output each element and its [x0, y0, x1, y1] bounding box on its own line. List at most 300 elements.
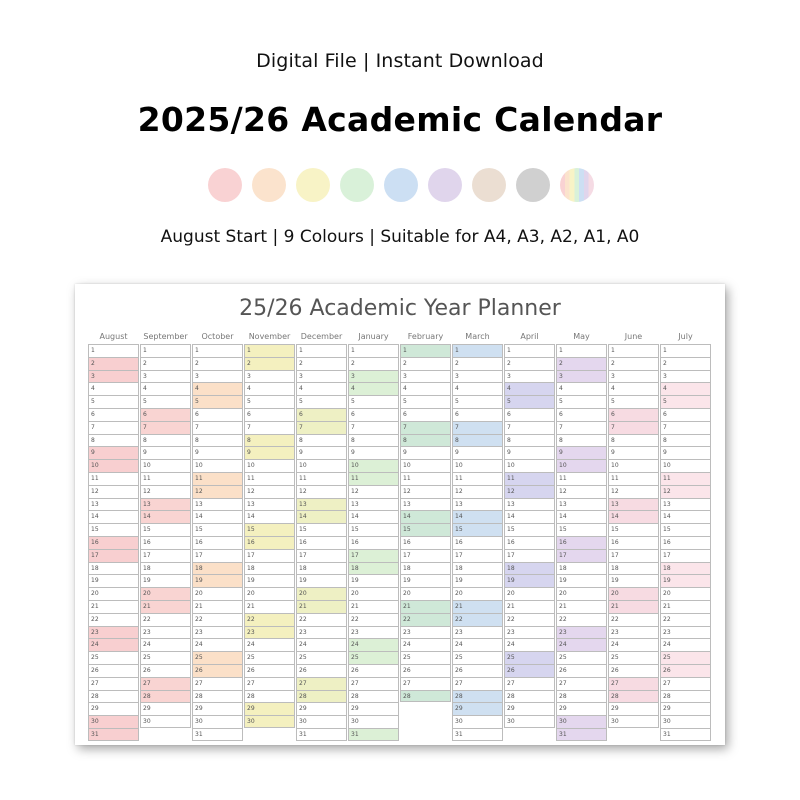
month-column: [452, 344, 503, 741]
day-cell: 25: [244, 651, 295, 664]
day-cell: 10: [140, 459, 191, 472]
day-cell: 15: [504, 523, 555, 536]
day-cell: 1: [140, 344, 191, 357]
day-cell: 9: [452, 446, 503, 459]
day-cell: 29: [556, 702, 607, 715]
day-cell: 14: [452, 510, 503, 523]
month-column: [348, 344, 399, 741]
day-cell: 8: [88, 434, 139, 447]
day-cell: 10: [400, 459, 451, 472]
day-cell: 28: [660, 690, 711, 703]
day-cell: 10: [504, 459, 555, 472]
day-cell: 13: [452, 498, 503, 511]
day-cell: 25: [452, 651, 503, 664]
planner-title: 25/26 Academic Year Planner: [239, 296, 561, 321]
day-cell: 4: [88, 382, 139, 395]
month-column: [140, 344, 191, 728]
day-cell: 19: [556, 574, 607, 587]
day-cell: 18: [400, 562, 451, 575]
day-cell: 15: [88, 523, 139, 536]
day-cell: 13: [400, 498, 451, 511]
day-cell: 14: [608, 510, 659, 523]
day-cell: 22: [504, 613, 555, 626]
day-cell: 26: [140, 664, 191, 677]
day-cell: 3: [660, 370, 711, 383]
day-cell: 25: [504, 651, 555, 664]
day-cell: 17: [296, 549, 347, 562]
day-cell: 25: [192, 651, 243, 664]
day-cell: 28: [88, 690, 139, 703]
day-cell: 30: [608, 715, 659, 728]
day-cell: 22: [556, 613, 607, 626]
day-cell: 5: [400, 395, 451, 408]
day-cell: 25: [296, 651, 347, 664]
month-header: June: [624, 332, 643, 341]
day-cell: 12: [88, 485, 139, 498]
day-cell: 11: [192, 472, 243, 485]
day-cell: 20: [192, 587, 243, 600]
day-cell: 19: [504, 574, 555, 587]
day-cell: 2: [140, 357, 191, 370]
day-cell: 26: [296, 664, 347, 677]
day-cell: 6: [88, 408, 139, 421]
day-cell: 3: [452, 370, 503, 383]
month-header: February: [407, 332, 444, 341]
day-cell: 17: [400, 549, 451, 562]
day-cell: 12: [244, 485, 295, 498]
month-header: December: [300, 332, 343, 341]
day-cell: 19: [660, 574, 711, 587]
day-cell: 15: [660, 523, 711, 536]
day-cell: 21: [556, 600, 607, 613]
day-cell: 15: [348, 523, 399, 536]
day-cell: 8: [140, 434, 191, 447]
day-cell: 6: [400, 408, 451, 421]
day-cell: 3: [244, 370, 295, 383]
day-cell: 16: [452, 536, 503, 549]
colour-swatch: [384, 168, 418, 202]
day-cell: 3: [192, 370, 243, 383]
day-cell: 8: [192, 434, 243, 447]
day-cell: 24: [296, 638, 347, 651]
day-cell: 1: [192, 344, 243, 357]
product-title: 2025/26 Academic Calendar: [137, 100, 663, 139]
day-cell: 7: [660, 421, 711, 434]
day-cell: 13: [192, 498, 243, 511]
day-cell: 4: [400, 382, 451, 395]
day-cell: 5: [88, 395, 139, 408]
day-cell: 31: [556, 728, 607, 741]
day-cell: 24: [400, 638, 451, 651]
day-cell: 10: [452, 459, 503, 472]
colour-swatch: [208, 168, 242, 202]
day-cell: 24: [348, 638, 399, 651]
day-cell: 30: [452, 715, 503, 728]
day-cell: 27: [660, 677, 711, 690]
day-cell: 22: [452, 613, 503, 626]
day-cell: 19: [88, 574, 139, 587]
day-cell: 21: [452, 600, 503, 613]
day-cell: 11: [660, 472, 711, 485]
day-cell: 26: [556, 664, 607, 677]
day-cell: 15: [192, 523, 243, 536]
day-cell: 2: [296, 357, 347, 370]
day-cell: 7: [140, 421, 191, 434]
day-cell: 23: [88, 626, 139, 639]
day-cell: 15: [608, 523, 659, 536]
day-cell: 1: [608, 344, 659, 357]
day-cell: 15: [556, 523, 607, 536]
day-cell: 29: [296, 702, 347, 715]
day-cell: 4: [452, 382, 503, 395]
day-cell: 25: [88, 651, 139, 664]
colour-swatch: [428, 168, 462, 202]
day-cell: 1: [556, 344, 607, 357]
day-cell: 7: [244, 421, 295, 434]
day-cell: 29: [452, 702, 503, 715]
day-cell: 31: [660, 728, 711, 741]
day-cell: 24: [556, 638, 607, 651]
day-cell: 10: [192, 459, 243, 472]
day-cell: 16: [88, 536, 139, 549]
day-cell: 11: [608, 472, 659, 485]
day-cell: 27: [400, 677, 451, 690]
day-cell: 17: [88, 549, 139, 562]
day-cell: 21: [296, 600, 347, 613]
day-cell: 18: [192, 562, 243, 575]
day-cell: 20: [244, 587, 295, 600]
colour-swatch: [472, 168, 506, 202]
day-cell: 14: [660, 510, 711, 523]
planner-preview: [75, 284, 725, 745]
day-cell: 11: [452, 472, 503, 485]
day-cell: 12: [608, 485, 659, 498]
day-cell: 28: [556, 690, 607, 703]
day-cell: 21: [400, 600, 451, 613]
day-cell: 17: [452, 549, 503, 562]
month-header: November: [248, 332, 291, 341]
day-cell: 26: [660, 664, 711, 677]
day-cell: 18: [88, 562, 139, 575]
day-cell: 2: [504, 357, 555, 370]
day-cell: 12: [296, 485, 347, 498]
day-cell: 21: [660, 600, 711, 613]
product-features: August Start | 9 Colours | Suitable for A4, A3, A2, A1, A0: [160, 227, 640, 247]
day-cell: 19: [140, 574, 191, 587]
day-cell: 3: [556, 370, 607, 383]
day-cell: 13: [296, 498, 347, 511]
month-header: April: [520, 332, 539, 341]
day-cell: 18: [348, 562, 399, 575]
day-cell: 14: [400, 510, 451, 523]
day-cell: 18: [556, 562, 607, 575]
day-cell: 31: [192, 728, 243, 741]
day-cell: 4: [140, 382, 191, 395]
day-cell: 30: [296, 715, 347, 728]
day-cell: 24: [140, 638, 191, 651]
day-cell: 9: [400, 446, 451, 459]
day-cell: 24: [192, 638, 243, 651]
day-cell: 13: [140, 498, 191, 511]
day-cell: 14: [140, 510, 191, 523]
day-cell: 25: [140, 651, 191, 664]
day-cell: 6: [348, 408, 399, 421]
day-cell: 12: [660, 485, 711, 498]
day-cell: 5: [140, 395, 191, 408]
day-cell: 29: [88, 702, 139, 715]
day-cell: 23: [348, 626, 399, 639]
day-cell: 24: [452, 638, 503, 651]
day-cell: 26: [88, 664, 139, 677]
day-cell: 21: [88, 600, 139, 613]
month-header: September: [143, 332, 188, 341]
day-cell: 20: [452, 587, 503, 600]
day-cell: 6: [660, 408, 711, 421]
day-cell: 5: [244, 395, 295, 408]
day-cell: 20: [348, 587, 399, 600]
day-cell: 9: [660, 446, 711, 459]
day-cell: 9: [88, 446, 139, 459]
day-cell: 7: [348, 421, 399, 434]
day-cell: 8: [504, 434, 555, 447]
day-cell: 9: [608, 446, 659, 459]
day-cell: 27: [556, 677, 607, 690]
day-cell: 19: [452, 574, 503, 587]
day-cell: 11: [400, 472, 451, 485]
day-cell: 7: [192, 421, 243, 434]
day-cell: 12: [348, 485, 399, 498]
day-cell: 21: [244, 600, 295, 613]
day-cell: 22: [192, 613, 243, 626]
day-cell: 12: [452, 485, 503, 498]
day-cell: 28: [348, 690, 399, 703]
day-cell: 21: [140, 600, 191, 613]
day-cell: 26: [452, 664, 503, 677]
day-cell: 29: [504, 702, 555, 715]
day-cell: 27: [452, 677, 503, 690]
day-cell: 11: [504, 472, 555, 485]
day-cell: 4: [660, 382, 711, 395]
day-cell: 17: [660, 549, 711, 562]
day-cell: 15: [400, 523, 451, 536]
day-cell: 25: [400, 651, 451, 664]
day-cell: 11: [556, 472, 607, 485]
day-cell: 25: [608, 651, 659, 664]
day-cell: 16: [296, 536, 347, 549]
day-cell: 14: [504, 510, 555, 523]
day-cell: 17: [140, 549, 191, 562]
day-cell: 3: [140, 370, 191, 383]
day-cell: 7: [400, 421, 451, 434]
day-cell: 15: [140, 523, 191, 536]
day-cell: 16: [504, 536, 555, 549]
day-cell: 19: [192, 574, 243, 587]
colour-swatch: [340, 168, 374, 202]
day-cell: 16: [244, 536, 295, 549]
day-cell: 18: [660, 562, 711, 575]
month-column: [660, 344, 711, 741]
day-cell: 27: [140, 677, 191, 690]
day-cell: 6: [296, 408, 347, 421]
day-cell: 1: [88, 344, 139, 357]
day-cell: 22: [244, 613, 295, 626]
day-cell: 26: [244, 664, 295, 677]
day-cell: 10: [348, 459, 399, 472]
day-cell: 30: [660, 715, 711, 728]
day-cell: 3: [348, 370, 399, 383]
day-cell: 8: [556, 434, 607, 447]
colour-swatches: [208, 168, 598, 204]
day-cell: 24: [244, 638, 295, 651]
day-cell: 25: [660, 651, 711, 664]
day-cell: 9: [348, 446, 399, 459]
day-cell: 28: [452, 690, 503, 703]
day-cell: 19: [296, 574, 347, 587]
day-cell: 15: [296, 523, 347, 536]
month-header: July: [678, 332, 693, 341]
day-cell: 3: [296, 370, 347, 383]
day-cell: 8: [348, 434, 399, 447]
day-cell: 30: [192, 715, 243, 728]
day-cell: 13: [88, 498, 139, 511]
day-cell: 10: [244, 459, 295, 472]
day-cell: 30: [348, 715, 399, 728]
day-cell: 18: [608, 562, 659, 575]
day-cell: 1: [244, 344, 295, 357]
day-cell: 2: [88, 357, 139, 370]
day-cell: 8: [660, 434, 711, 447]
day-cell: 8: [244, 434, 295, 447]
day-cell: 22: [88, 613, 139, 626]
day-cell: 5: [192, 395, 243, 408]
day-cell: 7: [556, 421, 607, 434]
day-cell: 17: [556, 549, 607, 562]
day-cell: 29: [348, 702, 399, 715]
day-cell: 5: [348, 395, 399, 408]
day-cell: 7: [296, 421, 347, 434]
day-cell: 15: [244, 523, 295, 536]
day-cell: 4: [556, 382, 607, 395]
day-cell: 23: [296, 626, 347, 639]
day-cell: 3: [608, 370, 659, 383]
day-cell: 31: [348, 728, 399, 741]
day-cell: 11: [244, 472, 295, 485]
day-cell: 31: [296, 728, 347, 741]
day-cell: 27: [504, 677, 555, 690]
day-cell: 4: [296, 382, 347, 395]
product-subtitle: Digital File | Instant Download: [256, 50, 544, 72]
colour-swatch: [516, 168, 550, 202]
day-cell: 5: [608, 395, 659, 408]
day-cell: 16: [140, 536, 191, 549]
month-header: March: [465, 332, 490, 341]
day-cell: 17: [348, 549, 399, 562]
day-cell: 23: [140, 626, 191, 639]
day-cell: 23: [400, 626, 451, 639]
month-column: [608, 344, 659, 728]
day-cell: 23: [556, 626, 607, 639]
day-cell: 22: [400, 613, 451, 626]
day-cell: 11: [88, 472, 139, 485]
day-cell: 14: [348, 510, 399, 523]
day-cell: 2: [556, 357, 607, 370]
month-header: January: [358, 332, 389, 341]
day-cell: 28: [192, 690, 243, 703]
day-cell: 2: [244, 357, 295, 370]
day-cell: 24: [504, 638, 555, 651]
day-cell: 19: [400, 574, 451, 587]
day-cell: 23: [452, 626, 503, 639]
day-cell: 7: [608, 421, 659, 434]
month-header: August: [99, 332, 128, 341]
day-cell: 29: [192, 702, 243, 715]
day-cell: 19: [608, 574, 659, 587]
day-cell: 20: [608, 587, 659, 600]
day-cell: 10: [296, 459, 347, 472]
day-cell: 30: [244, 715, 295, 728]
day-cell: 23: [608, 626, 659, 639]
day-cell: 27: [348, 677, 399, 690]
month-column: [400, 344, 451, 702]
month-column: [504, 344, 555, 728]
month-column: [296, 344, 347, 741]
day-cell: 30: [88, 715, 139, 728]
day-cell: 21: [192, 600, 243, 613]
day-cell: 17: [504, 549, 555, 562]
day-cell: 19: [244, 574, 295, 587]
day-cell: 18: [504, 562, 555, 575]
day-cell: 10: [660, 459, 711, 472]
day-cell: 14: [244, 510, 295, 523]
day-cell: 8: [400, 434, 451, 447]
day-cell: 26: [400, 664, 451, 677]
day-cell: 4: [348, 382, 399, 395]
day-cell: 2: [192, 357, 243, 370]
day-cell: 9: [296, 446, 347, 459]
day-cell: 11: [348, 472, 399, 485]
day-cell: 26: [608, 664, 659, 677]
day-cell: 6: [244, 408, 295, 421]
day-cell: 12: [192, 485, 243, 498]
day-cell: 1: [504, 344, 555, 357]
day-cell: 16: [192, 536, 243, 549]
day-cell: 23: [244, 626, 295, 639]
day-cell: 6: [608, 408, 659, 421]
day-cell: 22: [608, 613, 659, 626]
day-cell: 12: [556, 485, 607, 498]
day-cell: 31: [452, 728, 503, 741]
day-cell: 18: [452, 562, 503, 575]
day-cell: 1: [660, 344, 711, 357]
day-cell: 22: [140, 613, 191, 626]
day-cell: 9: [192, 446, 243, 459]
day-cell: 21: [608, 600, 659, 613]
day-cell: 12: [140, 485, 191, 498]
day-cell: 29: [244, 702, 295, 715]
day-cell: 20: [88, 587, 139, 600]
colour-swatch: [252, 168, 286, 202]
day-cell: 27: [608, 677, 659, 690]
day-cell: 18: [244, 562, 295, 575]
day-cell: 5: [504, 395, 555, 408]
day-cell: 29: [608, 702, 659, 715]
day-cell: 28: [608, 690, 659, 703]
day-cell: 12: [400, 485, 451, 498]
day-cell: 10: [556, 459, 607, 472]
day-cell: 20: [140, 587, 191, 600]
month-header: October: [201, 332, 234, 341]
day-cell: 28: [504, 690, 555, 703]
